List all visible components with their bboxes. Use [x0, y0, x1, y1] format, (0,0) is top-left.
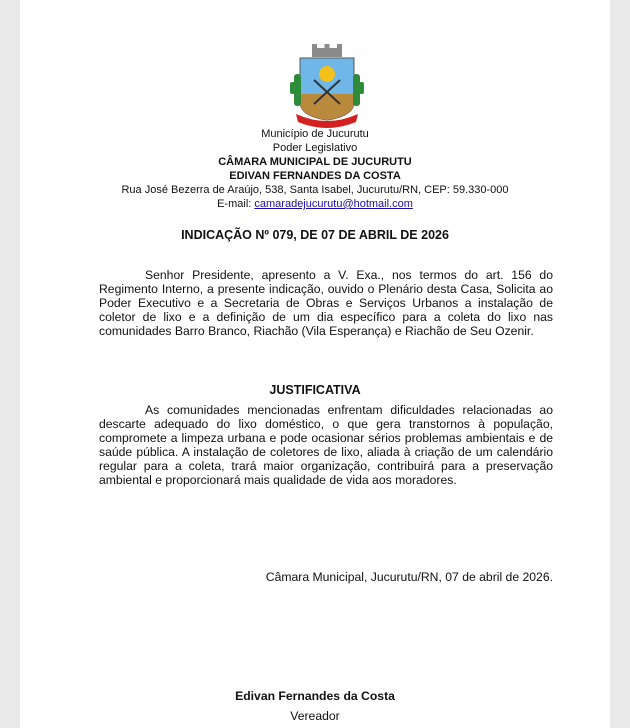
body-paragraph: [99, 268, 553, 338]
place-date: Câmara Municipal, Jucurutu/RN, 07 de abril de 2026.: [265, 570, 553, 584]
document-page: [20, 0, 610, 728]
councilor-line: EDIVAN FERNANDES DA COSTA: [229, 170, 401, 182]
chamber-line: CÂMARA MUNICIPAL DE JUCURUTU: [218, 156, 412, 168]
municipality-line: Município de Jucurutu: [261, 128, 369, 140]
justification-paragraph: [99, 403, 553, 487]
justification-text: As comunidades mencionadas enfrentam dificuldades relacionadas ao descarte adequado do lixo doméstico, o que gera transtornos à população, compromete a limpeza urbana e pode ocasionar sérios problemas ambientais e de saúde pública. A instalação de coletores de lixo, aliada à criação de um calendário regular para a coleta, trará maior organização, contribuirá para a preservação ambiental e proporcionará mais qualidade de vida aos moradores.: [99, 403, 553, 487]
municipal-crest-icon: [290, 44, 364, 130]
justification-title: JUSTIFICATIVA: [269, 383, 361, 397]
cactus-right-icon: [353, 74, 360, 106]
signature-role: Vereador: [290, 709, 340, 723]
cactus-left-icon: [294, 74, 301, 106]
letterhead: [20, 127, 610, 211]
address-line: Rua José Bezerra de Araújo, 538, Santa Isabel, Jucurutu/RN, CEP: 59.330-000: [121, 184, 509, 196]
email-link[interactable]: camaradejucurutu@hotmail.com: [254, 198, 413, 210]
crown-base: [312, 48, 342, 57]
signature-name: Edivan Fernandes da Costa: [235, 689, 395, 703]
sun-icon: [319, 66, 335, 82]
email-line: [20, 197, 610, 211]
email-label: E-mail:: [217, 198, 252, 210]
body-text: Senhor Presidente, apresento a V. Exa., nos termos do art. 156 do Regimento Interno, a presente indicação, ouvido o Plenário desta Casa, Solicita ao Poder Executivo e a Secretaria de Obras e Serviços Urbanos a instalação de coletor de lixo e a definição de um dia específico para a coleta do lixo nas comunidades Barro Branco, Riachão (Vila Esperança) e Riachão de Seu Ozenir.: [99, 268, 553, 338]
document-title: INDICAÇÃO Nº 079, DE 07 DE ABRIL DE 2026: [181, 228, 449, 242]
power-line: Poder Legislativo: [272, 142, 358, 154]
